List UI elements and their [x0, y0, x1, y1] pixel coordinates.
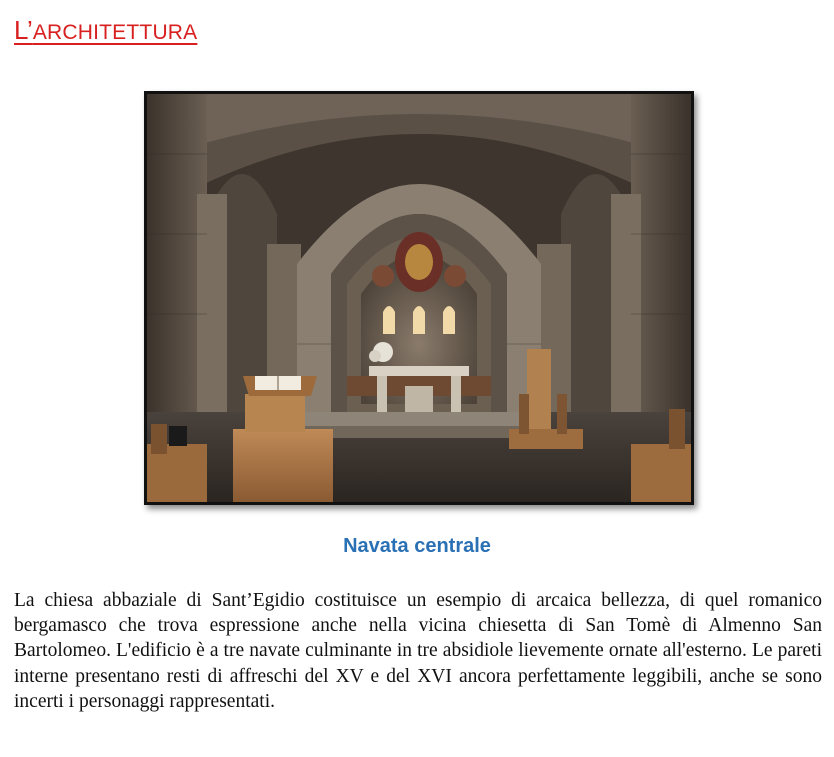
nave-illustration [147, 94, 691, 502]
photo-caption: Navata centrale [343, 535, 491, 557]
section-title [14, 12, 197, 44]
church-interior-photo [144, 91, 694, 505]
section-title-rest: ARCHITETTURA [32, 21, 198, 44]
body-paragraph: La chiesa abbaziale di Sant’Egidio costituisce un esempio di arcaica bellezza, di quel romanico bergamasco che trova espressione anche nella vicina chiesetta di San Tomè di Almenno San Bartolomeo. L'edificio è a tre navate culminante in tre absidiole lievemente ornate all'esterno. Le pareti interne presentano resti di affreschi del XV e del XVI ancora perfettamente leggibili, anche se sono incerti i personaggi rappresentati. [14, 590, 822, 712]
section-title-initial: L’ [14, 15, 33, 45]
